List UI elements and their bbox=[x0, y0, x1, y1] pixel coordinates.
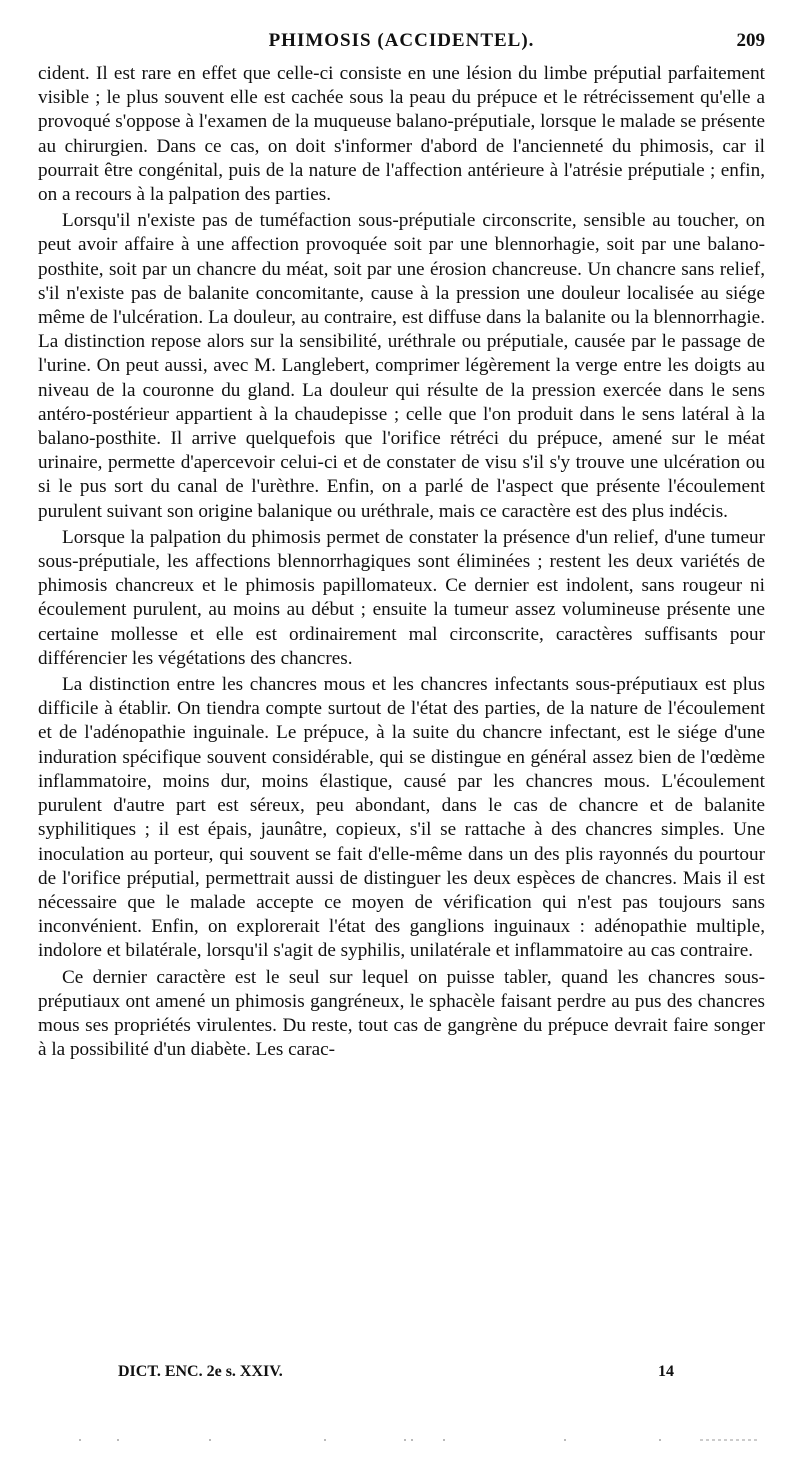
paragraph-1: cident. Il est rare en effet que celle-ci consiste en une lésion du limbe préputial parfaitement visible ; le plus souvent elle est cachée sous la peau du prépuce et le rétrécissement qu'elle a provoqué s'oppose à l'examen de la muqueuse balano-préputiale, lorsque le malade se présente au chirurgien. Dans ce cas, on doit s'informer d'abord de l'ancienneté du phimosis, car il pourrait être congénital, puis de la nature de l'affection antérieure à l'atrésie préputiale ; enfin, on a recours à la palpation des parties. bbox=[38, 63, 765, 206]
sheet-number: 14 bbox=[658, 1363, 674, 1380]
paragraph-3: Lorsque la palpation du phimosis permet de constater la présence d'un relief, d'une tumeur sous-préputiale, les affections blennorrhagiques sont éliminées ; restent les deux variétés de phimosis chancreux et le phimosis papillomateux. Ce dernier est indolent, sans rougeur ni écoulement purulent, au moins au début ; ensuite la tumeur assez volumineuse présente une certaine mollesse et elle est ordinairement mal circonscrite, caractères suffisants pour différencier les végétations des chancres. bbox=[38, 526, 765, 669]
paragraph-5: Ce dernier caractère est le seul sur lequel on puisse tabler, quand les chancres sous-préputiaux ont amené un phimosis gangréneux, le sphacèle faisant perdre au pus des chancres mous ses propriétés virulentes. Du reste, tout cas de gangrène du prépuce devrait faire songer à la possibilité d'un diabète. Les carac- bbox=[38, 966, 765, 1061]
printer-signature: DICT. ENC. 2e s. XXIV. bbox=[118, 1363, 283, 1380]
page-number: 209 bbox=[736, 30, 765, 51]
paragraph-2: Lorsqu'il n'existe pas de tuméfaction sous-préputiale circonscrite, sensible au toucher, on peut avoir affaire à une affection provoquée soit par une blennorhagie, soit par une balano-posthite, soit par un chancre du méat, soit par une érosion chancreuse. Un chancre sans relief, s'il n'existe pas de balanite concomitante, cause à la pression une douleur localisée au siége même de l'ulcération. La douleur, au contraire, est diffuse dans la balanite ou la blennorrhagie. La distinction repose alors sur la sensibilité, uréthrale ou préputiale, causée par le passage de l'urine. On peut aussi, avec M. Langlebert, comprimer légèrement la verge entre les doigts au niveau de la couronne du gland. La douleur qui résulte de la pression exercée dans le sens antéro-postérieur appartient à la chaudepisse ; celle que l'on produit dans le sens latéral à la balano-posthite. Il arrive quelquefois que l'orifice rétréci du prépuce, amené sur le méat urinaire, permette d'apercevoir celui-ci et de constater de visu s'il s'y trouve une ulcération ou si le pus sort du canal de l'urèthre. Enfin, on a parlé de l'aspect que présente l'écoulement purulent suivant son origine balanique ou uréthrale, mais ce caractère est des plus indécis. bbox=[38, 210, 765, 522]
scan-speckles bbox=[60, 1437, 760, 1443]
running-title: PHIMOSIS (ACCIDENTEL). bbox=[268, 30, 535, 51]
paragraph-4: La distinction entre les chancres mous et les chancres infectants sous-préputiaux est plus difficile à établir. On tiendra compte surtout de l'état des parties, de la nature de l'écoulement et de l'adénopathie inguinale. Le prépuce, à la suite du chancre infectant, est le siége d'une induration spécifique souvent considérable, qui se distingue en général assez bien de l'œdème inflammatoire, moins dur, moins élastique, causé par les chancres mous. L'écoulement purulent d'autre part est séreux, peu abondant, dans le cas de chancre et de balanite syphilitiques ; il est épais, jaunâtre, copieux, s'il se rattache à des chancres simples. Une inoculation au porteur, qui souvent se fait d'elle-même dans un des plis rayonnés du pourtour de l'orifice préputial, permettrait aussi de distinguer les deux espèces de chancres. Mais il est nécessaire que le malade accepte ce moyen de vérification qui n'est pas toujours sans inconvénient. Enfin, on explorerait l'état des ganglions inguinaux : adénopathie multiple, indolore et bilatérale, lorsqu'il s'agit de syphilis, unilatérale et inflammatoire au cas contraire. bbox=[38, 674, 765, 962]
page-header bbox=[38, 30, 765, 58]
page-footer bbox=[118, 1363, 718, 1387]
body-text bbox=[38, 62, 765, 1062]
